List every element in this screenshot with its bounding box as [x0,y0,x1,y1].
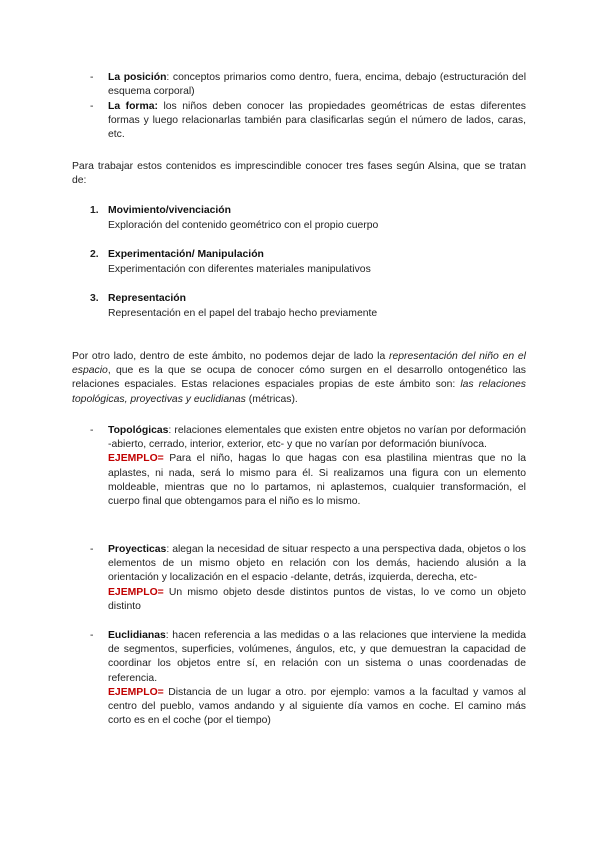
intro-item-position: La posición: conceptos primarios como dentro, fuera, encima, debajo (estructuración del esquema corporal) [108,72,527,98]
example-text: Distancia de un lugar a otro. por ejemplo: vamos a la facultad y vamos al centro del pueblo, vamos andando y al siguiente día vamos en coche. El camino más corto es en el coche (por el tiempo) [108,686,526,727]
relation-projective: Proyecticas: alegan la necesidad de situar respecto a una perspectiva dada, objetos o los elementos de un mismo objeto en relación con los demás, haciendo alusión a la orientación y localización en el espacio -delante, detrás, izquierda, derecha, etc- EJEMPLO= Un mismo objeto desde distintos puntos de vistas, lo ve como un objeto distinto [108,544,526,612]
intro-item-text: los niños deben conocer las propiedades geométricas de estas diferentes formas y luego relacionarlas también para clasificarlas según el número de lados, caras, etc. [108,101,526,141]
example-text: Un mismo objeto desde distintos puntos de vistas, lo ve como un objeto distinto [108,586,526,612]
bullet-dash: - [90,72,94,83]
emphasis-representation: representación del niño en el espacio [72,351,526,377]
bullet-dash: - [90,630,94,641]
intro-item-shape [108,100,526,143]
example-label: EJEMPLO= [108,453,164,465]
phase-number: 1. [90,205,99,216]
relation-topological: Topológicas: relaciones elementales que existen entre objetos no varían por deformación -abierto, cerrado, interior, exterior, etc- y que no varían por deformación biunívoca. EJEMPLO= Para el niño, hagas lo que hagas con esa plastilina mientras que no la aplastes, ni nada, será lo mismo para él. Si realizamos una figura con un elemento moldeable, mientras que no lo partamos, ni aplastemos, cualquier transformación, el cuerpo final que obtengamos para el niño es lo mismo. [108,425,526,508]
term-position: La posición [108,72,167,83]
example-label: EJEMPLO= [108,586,164,598]
bullet-dash: - [90,101,94,112]
phase-description: Exploración del contenido geométrico con el propio cuerpo [108,220,379,231]
bullet-dash: - [90,544,94,555]
term-shape: La forma: [108,101,158,112]
phase-title: Experimentación/ Manipulación [108,249,264,260]
term-projective: Proyecticas [108,544,167,555]
example-label: EJEMPLO= [108,686,164,698]
intro-item-text: conceptos primarios como dentro, fuera, encima, debajo (estructuración del esquema corporal) [108,72,527,98]
phase-title: Representación [108,293,186,304]
phase-number: 3. [90,293,99,304]
phase-description: Representación en el papel del trabajo hecho previamente [108,308,378,319]
bullet-dash: - [90,425,94,436]
term-topological: Topológicas [108,425,169,436]
term-euclidean: Euclidianas [108,630,166,641]
phase-description: Experimentación con diferentes materiales manipulativos [108,264,371,275]
emphasis-relations: las relaciones topológicas, proyectivas y euclidianas [72,379,526,405]
phase-number: 2. [90,249,99,260]
paragraph-phases-intro: Para trabajar estos contenidos es imprescindible conocer tres fases según Alsina, que se tratan de: [72,161,526,187]
relation-euclidean: Euclidianas: hacen referencia a las medidas o a las relaciones que interviene la medida de segmentos, superficies, volúmenes, ángulos, etc, y que demuestran la capacidad de coordinar los objetos entre sí, en relación con un sistema o unas coordenadas de referencia. EJEMPLO= Distancia de un lugar a otro. por ejemplo: vamos a la facultad y vamos al centro del pueblo, vamos andando y al siguiente día vamos en coche. El camino más corto es en el coche (por el tiempo) [108,630,526,727]
paragraph-spatial-relations: Por otro lado, dentro de este ámbito, no podemos dejar de lado la representación del niño en el espacio, que es la que se ocupa de conocer cómo surgen en el desarrollo ontogenético las relaciones espaciales. Estas relaciones espaciales propias de este ámbito son: las relaciones topológicas, proyectivas y euclidianas (métricas). [72,351,526,405]
example-text: Para el niño, hagas lo que hagas con esa plastilina mientras que no la aplastes, ni nada, será lo mismo para él. Si realizamos una figura con un elemento moldeable, mientras que no lo partamos, ni aplastemos, cualquier transformación, el cuerpo final que obtengamos para el niño es lo mismo. [108,453,526,508]
phase-title: Movimiento/vivenciación [108,205,231,216]
